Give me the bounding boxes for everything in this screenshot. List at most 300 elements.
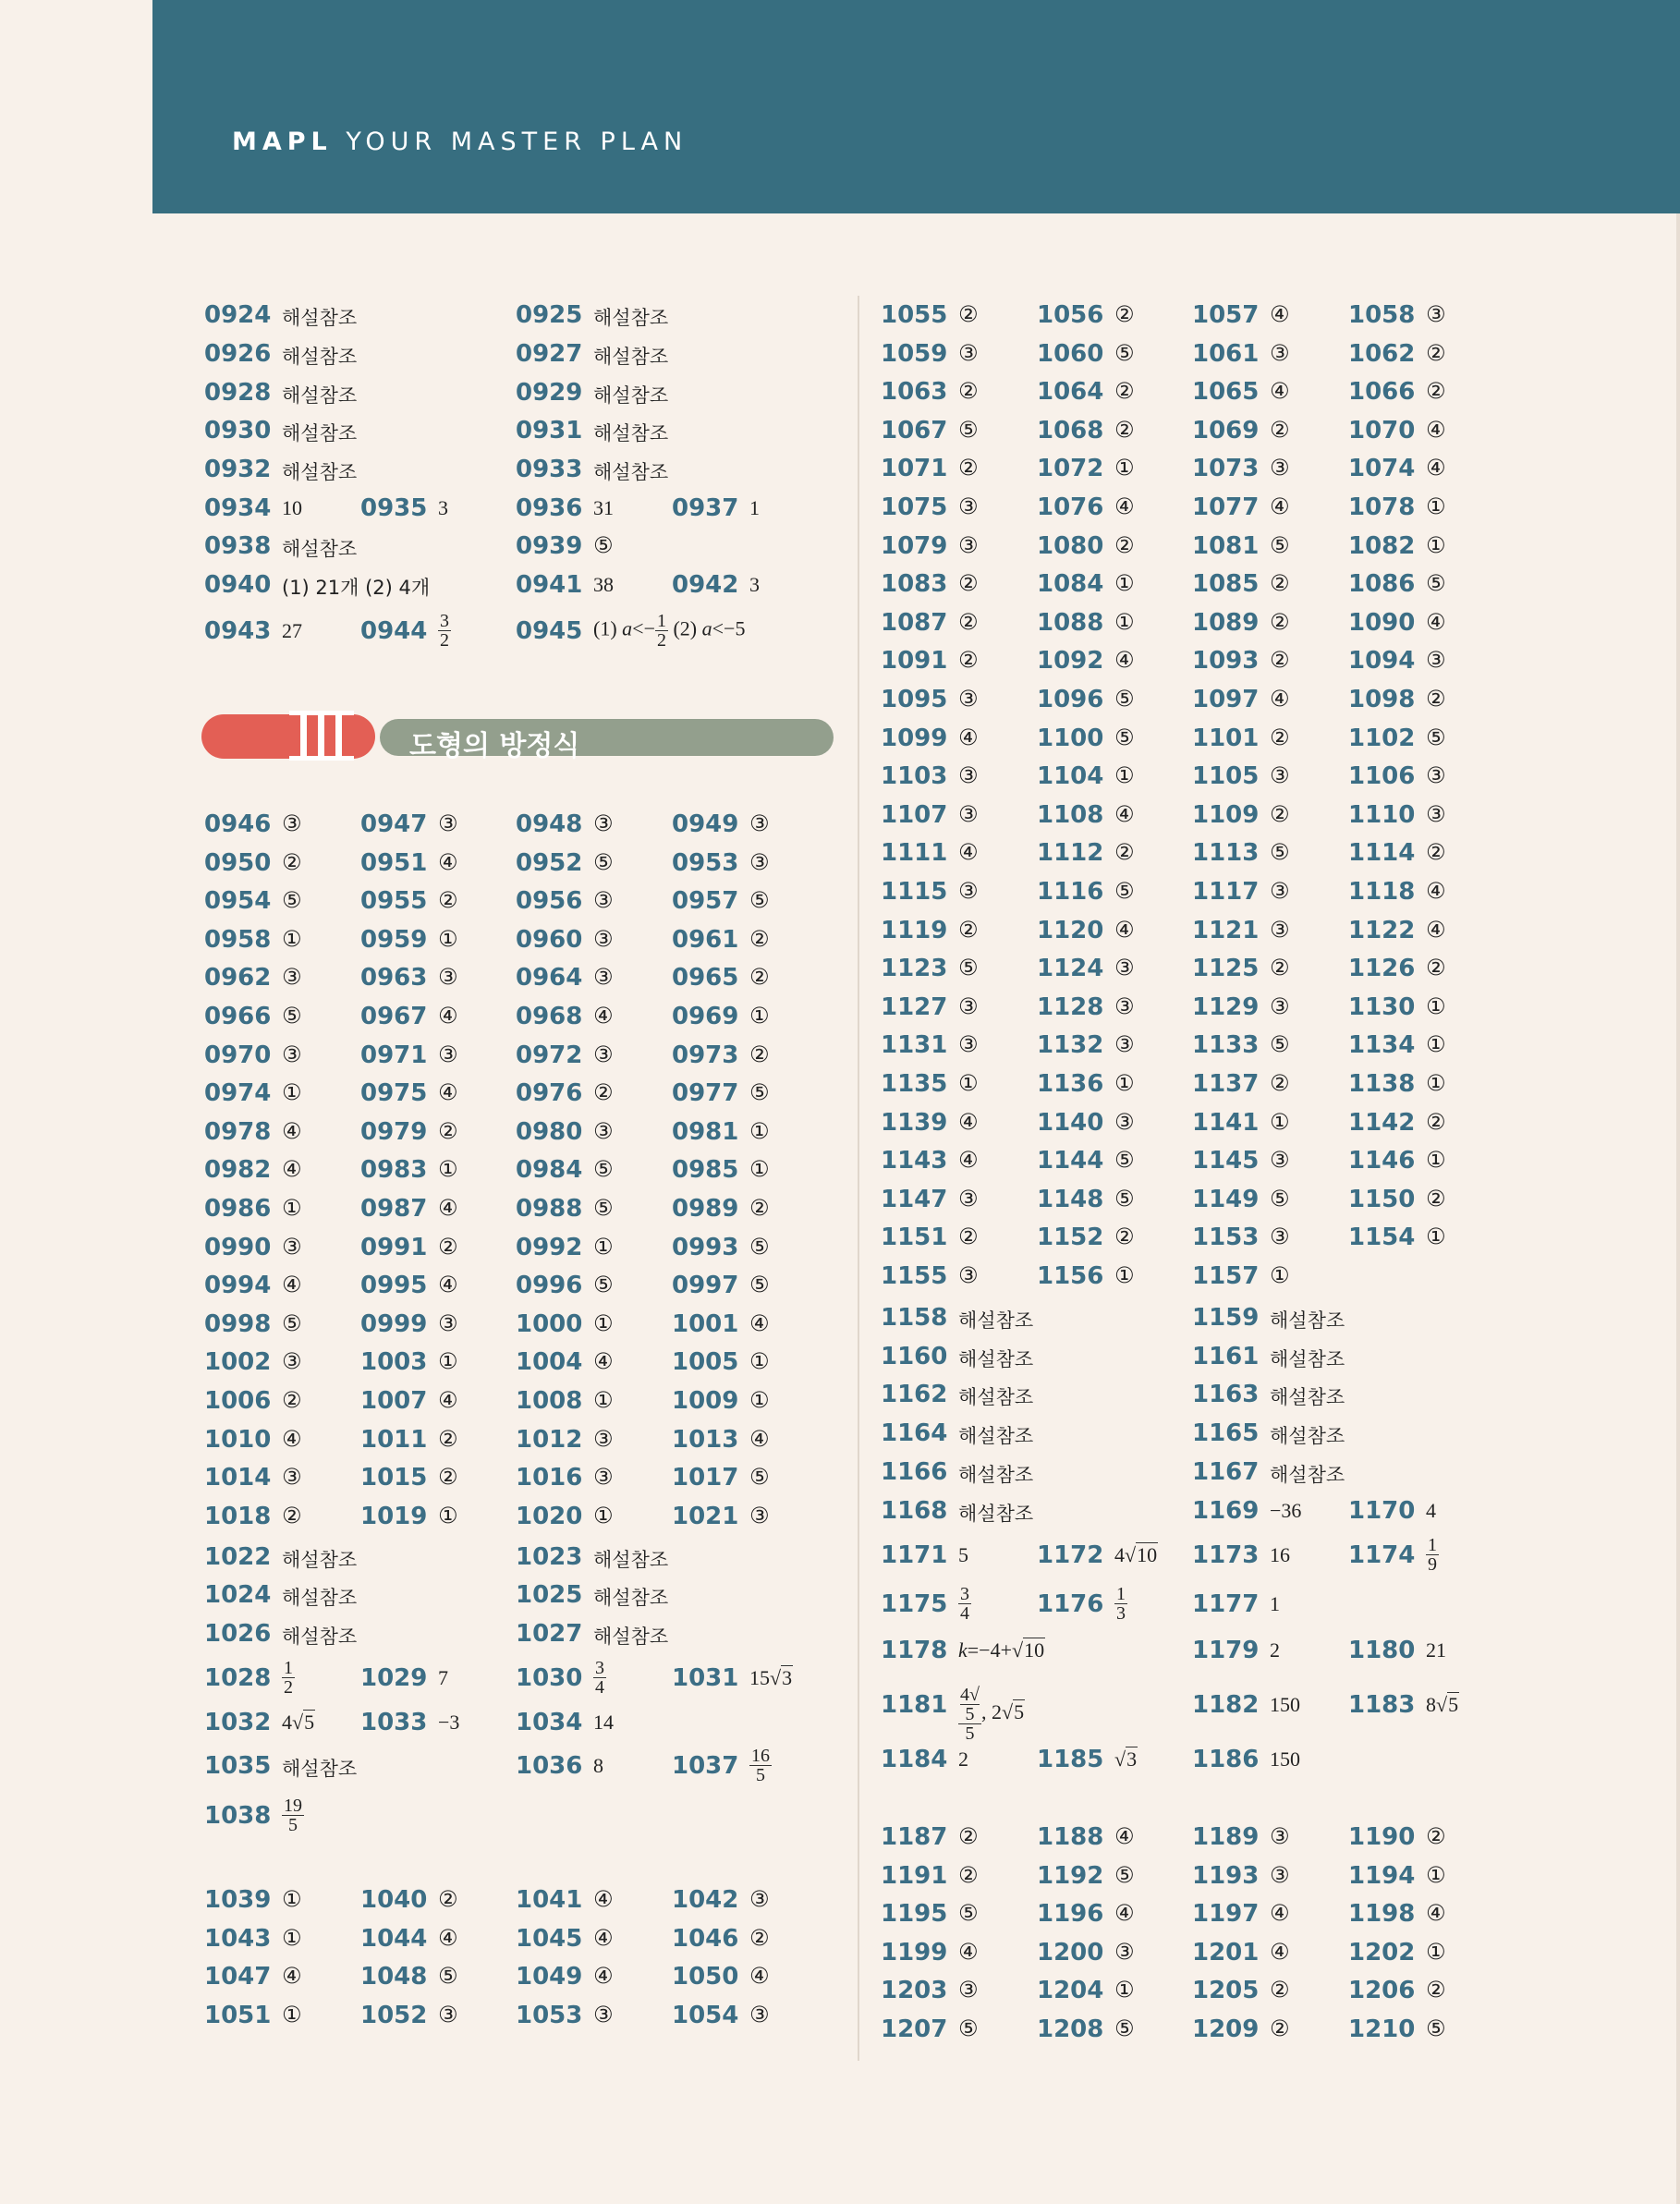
problem-number: 0954 — [204, 887, 272, 916]
answer-value: ① — [1114, 608, 1135, 635]
answer-value: ③ — [749, 2002, 770, 2028]
answer-entry — [1192, 1031, 1290, 1060]
answer-entry — [1037, 416, 1135, 444]
answer-value: ③ — [1114, 992, 1135, 1019]
problem-number: 0968 — [516, 1003, 583, 1030]
problem-number: 1104 — [1037, 762, 1104, 791]
answer-value: ③ — [593, 964, 614, 991]
answer-value: ③ — [282, 1348, 302, 1375]
answer-entry — [516, 1079, 614, 1108]
answer-entry — [1192, 955, 1290, 983]
problem-number: 1174 — [1348, 1541, 1416, 1569]
answer-value: ② — [958, 1224, 979, 1250]
problem-number: 1144 — [1037, 1147, 1104, 1175]
problem-number: 1117 — [1192, 878, 1260, 906]
answer-value: k=−4+√10 — [958, 1638, 1045, 1662]
answer-entry — [881, 416, 979, 444]
answer-value: ④ — [1270, 301, 1290, 327]
answer-entry — [1037, 839, 1135, 868]
problem-number: 1114 — [1348, 839, 1416, 868]
answer-value: ⑤ — [958, 2015, 979, 2041]
problem-number: 1038 — [204, 1802, 272, 1830]
answer-value: ④ — [1270, 378, 1290, 405]
answer-value: ⑤ — [1426, 2015, 1446, 2041]
answer-value: 해설참조 — [593, 384, 669, 407]
answer-entry — [204, 1003, 302, 1030]
answer-entry — [1037, 1070, 1135, 1098]
problem-number: 1124 — [1037, 955, 1104, 983]
answer-value: 해설참조 — [282, 1626, 358, 1648]
roman-numeral-three-icon — [289, 711, 354, 761]
problem-number: 1099 — [881, 724, 948, 752]
answer-entry — [1192, 416, 1290, 444]
answer-value: $\frac{3}{4}$ — [595, 1658, 604, 1698]
answer-entry — [1192, 608, 1290, 637]
answer-entry — [360, 1003, 458, 1030]
problem-number: 1017 — [672, 1464, 739, 1492]
answer-value: ④ — [282, 1156, 302, 1183]
answer-entry — [672, 925, 770, 954]
problem-number: 1081 — [1192, 531, 1260, 560]
answer-value: 4√5 — [282, 1711, 315, 1734]
problem-number: 1002 — [204, 1348, 272, 1377]
answer-entry — [672, 810, 770, 838]
answer-value: ④ — [438, 1272, 458, 1298]
answer-entry — [516, 810, 614, 838]
answer-value: ④ — [958, 1147, 979, 1174]
answer-value: 해설참조 — [593, 422, 669, 444]
answer-value: ① — [749, 1003, 770, 1029]
answer-entry — [360, 2002, 458, 2030]
answer-entry — [1037, 1185, 1135, 1213]
answer-entry — [516, 1117, 614, 1146]
answer-entry — [516, 1195, 614, 1223]
problem-number: 0949 — [672, 810, 739, 838]
problem-number: 0943 — [204, 617, 272, 645]
problem-number: 1188 — [1037, 1823, 1104, 1851]
answer-value: ② — [1114, 531, 1135, 558]
answer-value: ③ — [958, 1185, 979, 1212]
answer-value: ② — [749, 1195, 770, 1221]
problem-number: 1185 — [1037, 1746, 1104, 1773]
answer-value: 해설참조 — [282, 1549, 358, 1571]
answer-value: 16 — [1270, 1543, 1290, 1566]
answer-value: ⑤ — [1114, 339, 1135, 366]
answer-value: ③ — [1114, 1031, 1135, 1058]
answer-entry — [881, 800, 979, 829]
problem-number: 1148 — [1037, 1185, 1104, 1213]
answer-value: ② — [1426, 339, 1446, 366]
answer-entry — [672, 1309, 770, 1338]
problem-number: 1036 — [516, 1752, 583, 1780]
answer-entry — [1348, 2015, 1446, 2043]
answer-value: ② — [1426, 1977, 1446, 2003]
answer-entry — [360, 1709, 460, 1736]
answer-entry — [881, 1823, 979, 1851]
answer-entry — [204, 379, 358, 407]
problem-number: 0928 — [204, 379, 272, 407]
answer-value: ③ — [958, 992, 979, 1019]
column-divider — [858, 296, 859, 2061]
answer-value: $\frac{1}{9}$ — [1428, 1535, 1437, 1575]
answer-entry — [1037, 1031, 1135, 1060]
answer-entry — [1192, 1823, 1290, 1851]
answer-value: ④ — [282, 1963, 302, 1990]
answer-value: ② — [1114, 378, 1135, 405]
answer-entry — [1037, 762, 1135, 791]
answer-value: ④ — [1114, 647, 1135, 674]
answer-entry — [1348, 1861, 1446, 1890]
answer-entry — [516, 1581, 669, 1609]
answer-entry — [1192, 1224, 1290, 1252]
problem-number: 1006 — [204, 1387, 272, 1415]
answer-entry — [1348, 301, 1446, 329]
problem-number: 1136 — [1037, 1070, 1104, 1098]
answer-entry — [1192, 339, 1290, 368]
problem-number: 1120 — [1037, 916, 1104, 944]
answer-entry — [516, 1464, 614, 1492]
answer-value: 1 — [749, 496, 760, 519]
answer-entry — [204, 1581, 358, 1609]
answer-entry — [516, 1348, 614, 1377]
problem-number: 1004 — [516, 1348, 583, 1377]
problem-number: 0981 — [672, 1117, 739, 1146]
answer-entry — [672, 887, 770, 916]
problem-number: 1191 — [881, 1861, 948, 1890]
problem-number: 0987 — [360, 1195, 428, 1223]
problem-number: 1063 — [881, 378, 948, 407]
problem-number: 0966 — [204, 1003, 272, 1030]
answer-value: 7 — [438, 1666, 448, 1689]
answer-value: 해설참조 — [282, 422, 358, 444]
problem-number: 1034 — [516, 1709, 583, 1736]
answer-entry — [1192, 570, 1290, 599]
answer-entry — [204, 887, 302, 916]
answer-value: $\frac{1}{2}$ — [284, 1658, 293, 1698]
answer-value: ⑤ — [593, 1156, 614, 1183]
answer-value: ② — [438, 1886, 458, 1912]
answer-value: (1) 21개 (2) 4개 — [282, 577, 431, 599]
problem-number: 1024 — [204, 1581, 272, 1609]
problem-number: 0969 — [672, 1003, 739, 1030]
answer-value: ④ — [749, 1425, 770, 1452]
answer-value: ② — [749, 1924, 770, 1951]
answer-value: ③ — [593, 2002, 614, 2028]
answer-value: ④ — [438, 848, 458, 875]
answer-entry — [1037, 1861, 1135, 1890]
problem-number: 1186 — [1192, 1746, 1260, 1773]
answer-entry — [1192, 1590, 1280, 1618]
answer-entry — [672, 964, 770, 992]
answer-entry — [360, 1924, 458, 1953]
problem-number: 1000 — [516, 1309, 583, 1338]
problem-number: 0975 — [360, 1079, 428, 1108]
answer-value: ③ — [282, 1041, 302, 1067]
problem-number: 1141 — [1192, 1108, 1260, 1137]
answer-value: ② — [282, 1387, 302, 1413]
answer-entry — [204, 1309, 302, 1338]
answer-entry — [1348, 686, 1446, 713]
problem-number: 1067 — [881, 416, 948, 444]
problem-number: 0977 — [672, 1079, 739, 1108]
answer-value: ① — [438, 925, 458, 952]
problem-number: 1025 — [516, 1581, 583, 1609]
answer-entry — [516, 1309, 614, 1338]
answer-value: ① — [593, 1387, 614, 1413]
answer-entry — [204, 1924, 302, 1953]
problem-number: 1055 — [881, 301, 948, 329]
answer-value: ③ — [958, 531, 979, 558]
answer-entry — [1192, 1746, 1300, 1773]
answer-value: 해설참조 — [958, 1464, 1034, 1486]
answer-entry — [881, 455, 979, 483]
problem-number: 1105 — [1192, 762, 1260, 791]
answer-value: ① — [1426, 1031, 1446, 1058]
problem-number: 1140 — [1037, 1108, 1104, 1137]
problem-number: 1093 — [1192, 647, 1260, 676]
answer-entry — [516, 1709, 614, 1736]
answer-value: 3 — [438, 496, 448, 519]
problem-number: 1060 — [1037, 339, 1104, 368]
answer-value: ③ — [1426, 800, 1446, 827]
problem-number: 0974 — [204, 1079, 272, 1108]
answer-value: ② — [958, 570, 979, 597]
problem-number: 1137 — [1192, 1070, 1260, 1098]
problem-number: 1070 — [1348, 416, 1416, 444]
brand-name: MAPL — [232, 128, 333, 156]
problem-number: 1035 — [204, 1752, 272, 1780]
problem-number: 0938 — [204, 532, 272, 560]
problem-number: 1202 — [1348, 1938, 1416, 1967]
problem-number: 1145 — [1192, 1147, 1260, 1175]
answer-value: ③ — [1270, 916, 1290, 943]
problem-number: 0976 — [516, 1079, 583, 1108]
answer-value: ⑤ — [282, 1309, 302, 1336]
answer-entry — [1192, 878, 1290, 906]
answer-entry — [360, 1195, 458, 1223]
answer-value: ⑤ — [282, 887, 302, 914]
problem-number: 1178 — [881, 1637, 948, 1664]
answer-value: ① — [282, 1924, 302, 1951]
answer-entry — [1037, 724, 1135, 752]
answer-entry — [1037, 1224, 1135, 1252]
answer-value: ④ — [958, 724, 979, 750]
problem-number: 1010 — [204, 1425, 272, 1454]
problem-number: 0979 — [360, 1117, 428, 1146]
answer-entry — [672, 1963, 770, 1991]
problem-number: 1089 — [1192, 608, 1260, 637]
answer-entry — [1192, 762, 1290, 791]
answer-entry — [516, 1752, 603, 1780]
problem-number: 0937 — [672, 494, 739, 522]
problem-number: 1072 — [1037, 455, 1104, 483]
answer-entry — [1348, 1497, 1436, 1525]
answer-entry — [881, 955, 979, 983]
problem-number: 0999 — [360, 1309, 428, 1338]
answer-entry — [1037, 686, 1135, 713]
answer-value: $\frac{16}{5}$ — [751, 1746, 770, 1785]
answer-value: ④ — [958, 839, 979, 866]
answer-entry — [204, 417, 358, 444]
answer-value: 해설참조 — [1270, 1464, 1345, 1486]
answer-entry — [516, 925, 614, 954]
answer-entry — [1348, 608, 1446, 637]
answer-entry — [1192, 1147, 1290, 1175]
answer-entry — [204, 1348, 302, 1377]
answer-entry — [516, 1502, 614, 1530]
answer-entry — [881, 339, 979, 368]
answer-value: 해설참조 — [593, 346, 669, 368]
answer-value: ① — [1114, 1262, 1135, 1288]
answer-entry — [672, 1117, 770, 1146]
answer-value: ② — [1270, 955, 1290, 981]
answer-entry — [1192, 493, 1290, 521]
answer-value: $\frac{3}{4}$ — [960, 1584, 969, 1624]
answer-entry — [881, 1685, 1025, 1744]
problem-number: 1201 — [1192, 1938, 1260, 1967]
answer-entry — [516, 1924, 614, 1953]
answer-value: 4√10 — [1114, 1543, 1158, 1566]
problem-number: 0978 — [204, 1117, 272, 1146]
problem-number: 1084 — [1037, 570, 1104, 599]
problem-number: 1026 — [204, 1620, 272, 1648]
answer-entry — [516, 1886, 614, 1914]
answer-value: ② — [1114, 1224, 1135, 1250]
answer-entry — [672, 1387, 770, 1415]
problem-number: 1090 — [1348, 608, 1416, 637]
problem-number: 0950 — [204, 848, 272, 877]
problem-number: 1047 — [204, 1963, 272, 1991]
answer-value: ④ — [438, 1079, 458, 1106]
answer-value: ③ — [438, 2002, 458, 2028]
problem-number: 0927 — [516, 340, 583, 368]
problem-number: 1164 — [881, 1419, 948, 1447]
answer-value: ① — [1426, 1070, 1446, 1096]
problem-number: 1064 — [1037, 378, 1104, 407]
answer-entry — [1192, 301, 1290, 329]
answer-value: ① — [1114, 1070, 1135, 1096]
answer-entry — [204, 2002, 302, 2030]
answer-value: ③ — [593, 1464, 614, 1491]
answer-entry — [204, 1658, 293, 1698]
answer-entry — [881, 1262, 979, 1290]
problem-number: 1134 — [1348, 1031, 1416, 1060]
problem-number: 1020 — [516, 1502, 583, 1530]
answer-entry — [881, 1458, 1034, 1486]
problem-number: 0946 — [204, 810, 272, 838]
answer-value: ③ — [958, 339, 979, 366]
answer-entry — [516, 1543, 669, 1571]
problem-number: 1053 — [516, 2002, 583, 2030]
answer-entry — [1037, 1823, 1135, 1851]
answer-entry — [1192, 686, 1290, 713]
answer-entry — [1192, 1458, 1345, 1486]
answer-value: ③ — [282, 1233, 302, 1260]
answer-entry — [672, 1041, 770, 1069]
answer-value: 8 — [593, 1754, 603, 1777]
problem-number: 1009 — [672, 1387, 739, 1415]
answer-entry — [1037, 608, 1135, 637]
answer-entry — [516, 1003, 614, 1030]
answer-entry — [881, 647, 979, 676]
answer-value: ③ — [1114, 1108, 1135, 1135]
answer-value: ② — [438, 1464, 458, 1491]
answer-value: −36 — [1270, 1499, 1302, 1522]
answer-value: ④ — [1114, 1900, 1135, 1927]
answer-entry — [204, 1041, 302, 1069]
answer-value: ③ — [1270, 992, 1290, 1019]
problem-number: 1011 — [360, 1425, 428, 1454]
answer-value: 해설참조 — [593, 461, 669, 483]
answer-value: ② — [282, 1502, 302, 1528]
problem-number: 1051 — [204, 2002, 272, 2030]
problem-number: 1028 — [204, 1664, 272, 1692]
answer-entry — [1192, 1977, 1290, 2005]
answer-entry — [1037, 800, 1135, 829]
problem-number: 1050 — [672, 1963, 739, 1991]
answer-value: 4 — [1426, 1499, 1436, 1522]
problem-number: 0944 — [360, 617, 428, 645]
problem-number: 1086 — [1348, 570, 1416, 599]
answer-value: 해설참조 — [958, 1386, 1034, 1408]
answer-value: ③ — [593, 1041, 614, 1067]
problem-number: 0936 — [516, 494, 583, 522]
answer-entry — [360, 964, 458, 992]
answer-entry — [672, 2002, 770, 2030]
answer-value: ② — [1114, 839, 1135, 866]
problem-number: 1111 — [881, 839, 948, 868]
problem-number: 1130 — [1348, 992, 1416, 1021]
answer-value: ③ — [749, 810, 770, 836]
answer-entry — [204, 1709, 315, 1736]
problem-number: 1190 — [1348, 1823, 1416, 1851]
problem-number: 1167 — [1192, 1458, 1260, 1486]
answer-value: ① — [282, 1886, 302, 1912]
problem-number: 0956 — [516, 887, 583, 916]
answer-value: ⑤ — [593, 848, 614, 875]
problem-number: 1129 — [1192, 992, 1260, 1021]
answer-entry — [672, 1924, 770, 1953]
answer-entry — [516, 301, 669, 329]
problem-number: 1074 — [1348, 455, 1416, 483]
answer-entry — [1037, 1584, 1126, 1624]
answer-entry — [672, 1502, 770, 1530]
problem-number: 1001 — [672, 1309, 739, 1338]
problem-number: 0955 — [360, 887, 428, 916]
answer-value: ① — [1426, 1938, 1446, 1965]
answer-value: ③ — [749, 1502, 770, 1528]
problem-number: 0990 — [204, 1233, 272, 1261]
problem-number: 1171 — [881, 1541, 948, 1569]
answer-entry — [881, 839, 979, 868]
problem-number: 1189 — [1192, 1823, 1260, 1851]
answer-value: ③ — [1270, 339, 1290, 366]
answer-entry — [1192, 992, 1290, 1021]
problem-number: 0970 — [204, 1041, 272, 1069]
problem-number: 0941 — [516, 571, 583, 599]
problem-number: 0951 — [360, 848, 428, 877]
answer-value: ③ — [958, 762, 979, 789]
answer-value: ① — [1426, 1861, 1446, 1888]
answer-entry — [1348, 339, 1446, 368]
problem-number: 1039 — [204, 1886, 272, 1914]
answer-entry — [516, 964, 614, 992]
answer-entry — [1348, 916, 1446, 944]
problem-number: 0952 — [516, 848, 583, 877]
answer-value: ③ — [1270, 1224, 1290, 1250]
answer-entry — [1348, 416, 1446, 444]
answer-entry — [516, 887, 614, 916]
